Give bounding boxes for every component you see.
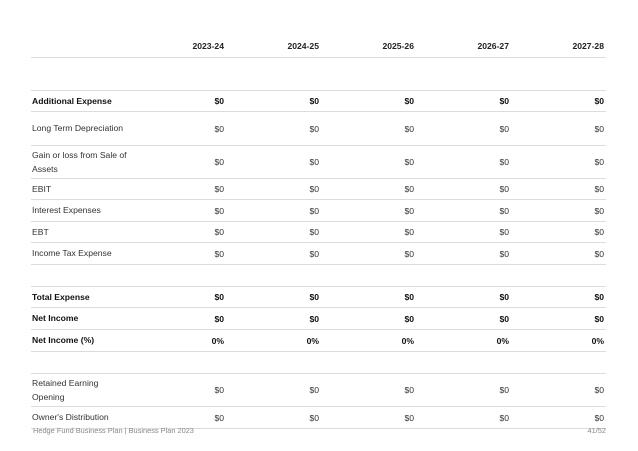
row-label: EBT: [31, 222, 131, 243]
value-cell: $0: [416, 308, 511, 330]
value-cell: $0: [226, 407, 321, 429]
value-cell: $0: [226, 112, 321, 146]
spacer-row: [31, 352, 606, 374]
value-cell: $0: [226, 308, 321, 330]
value-cell: $0: [511, 179, 606, 200]
value-cell: $0: [321, 179, 416, 200]
value-cell: $0: [321, 287, 416, 308]
table-row: [31, 222, 606, 243]
year-header: 2027-28: [511, 34, 606, 58]
table-row: [31, 374, 606, 407]
value-cell: $0: [131, 374, 226, 407]
table-row: [31, 91, 606, 112]
value-cell: $0: [511, 222, 606, 243]
value-cell: $0: [321, 243, 416, 265]
value-cell: $0: [131, 91, 226, 112]
value-cell: $0: [321, 308, 416, 330]
table-row: [31, 200, 606, 222]
value-cell: $0: [226, 91, 321, 112]
value-cell: 0%: [226, 330, 321, 352]
row-label: EBIT: [31, 179, 131, 200]
value-cell: $0: [226, 179, 321, 200]
value-cell: $0: [416, 200, 511, 222]
value-cell: $0: [321, 374, 416, 407]
value-cell: $0: [226, 200, 321, 222]
value-cell: $0: [416, 374, 511, 407]
value-cell: 0%: [416, 330, 511, 352]
year-header: 2024-25: [226, 34, 321, 58]
value-cell: $0: [416, 179, 511, 200]
value-cell: $0: [131, 308, 226, 330]
row-label: Net Income: [31, 308, 131, 330]
value-cell: $0: [416, 112, 511, 146]
footer-title: Hedge Fund Business Plan | Business Plan 2023: [33, 426, 194, 435]
table-row: [31, 243, 606, 265]
value-cell: $0: [226, 287, 321, 308]
value-cell: $0: [226, 243, 321, 265]
value-cell: $0: [416, 243, 511, 265]
table-row: [31, 179, 606, 200]
value-cell: $0: [131, 243, 226, 265]
value-cell: $0: [511, 91, 606, 112]
year-header: 2026-27: [416, 34, 511, 58]
value-cell: 0%: [131, 330, 226, 352]
value-cell: $0: [321, 146, 416, 179]
value-cell: $0: [511, 407, 606, 429]
value-cell: $0: [511, 287, 606, 308]
row-label: Retained Earning Opening: [31, 374, 131, 407]
value-cell: $0: [321, 91, 416, 112]
year-header: 2025-26: [321, 34, 416, 58]
year-header: 2023-24: [131, 34, 226, 58]
value-cell: 0%: [321, 330, 416, 352]
value-cell: $0: [226, 146, 321, 179]
value-cell: $0: [131, 200, 226, 222]
value-cell: $0: [511, 308, 606, 330]
value-cell: $0: [511, 112, 606, 146]
row-label: Owner's Distribution: [31, 407, 131, 429]
value-cell: 0%: [511, 330, 606, 352]
table-row: [31, 112, 606, 146]
table-header-row: [31, 34, 606, 58]
value-cell: $0: [131, 407, 226, 429]
table-row: [31, 146, 606, 179]
value-cell: $0: [416, 146, 511, 179]
table-row: [31, 308, 606, 330]
value-cell: $0: [131, 146, 226, 179]
page-number: 41/52: [587, 426, 606, 435]
value-cell: $0: [321, 407, 416, 429]
value-cell: $0: [131, 222, 226, 243]
header-label-cell: [31, 34, 131, 58]
value-cell: $0: [226, 374, 321, 407]
row-label: Gain or loss from Sale of Assets: [31, 146, 131, 179]
value-cell: $0: [321, 112, 416, 146]
value-cell: $0: [131, 112, 226, 146]
value-cell: $0: [321, 222, 416, 243]
spacer-row: [31, 265, 606, 287]
value-cell: $0: [131, 287, 226, 308]
value-cell: $0: [416, 407, 511, 429]
value-cell: $0: [226, 222, 321, 243]
row-label: Net Income (%): [31, 330, 131, 352]
value-cell: $0: [321, 200, 416, 222]
value-cell: $0: [416, 91, 511, 112]
value-cell: $0: [131, 179, 226, 200]
value-cell: $0: [511, 243, 606, 265]
row-label: Interest Expenses: [31, 200, 131, 222]
table-row: [31, 287, 606, 308]
row-label: Total Expense: [31, 287, 131, 308]
financial-table: [31, 34, 606, 429]
value-cell: $0: [416, 287, 511, 308]
value-cell: $0: [511, 374, 606, 407]
value-cell: $0: [416, 222, 511, 243]
row-label: Additional Expense: [31, 91, 131, 112]
value-cell: $0: [511, 146, 606, 179]
spacer-row: [31, 58, 606, 91]
value-cell: $0: [511, 200, 606, 222]
table-row: [31, 330, 606, 352]
row-label: Income Tax Expense: [31, 243, 131, 265]
row-label: Long Term Depreciation: [31, 112, 131, 146]
